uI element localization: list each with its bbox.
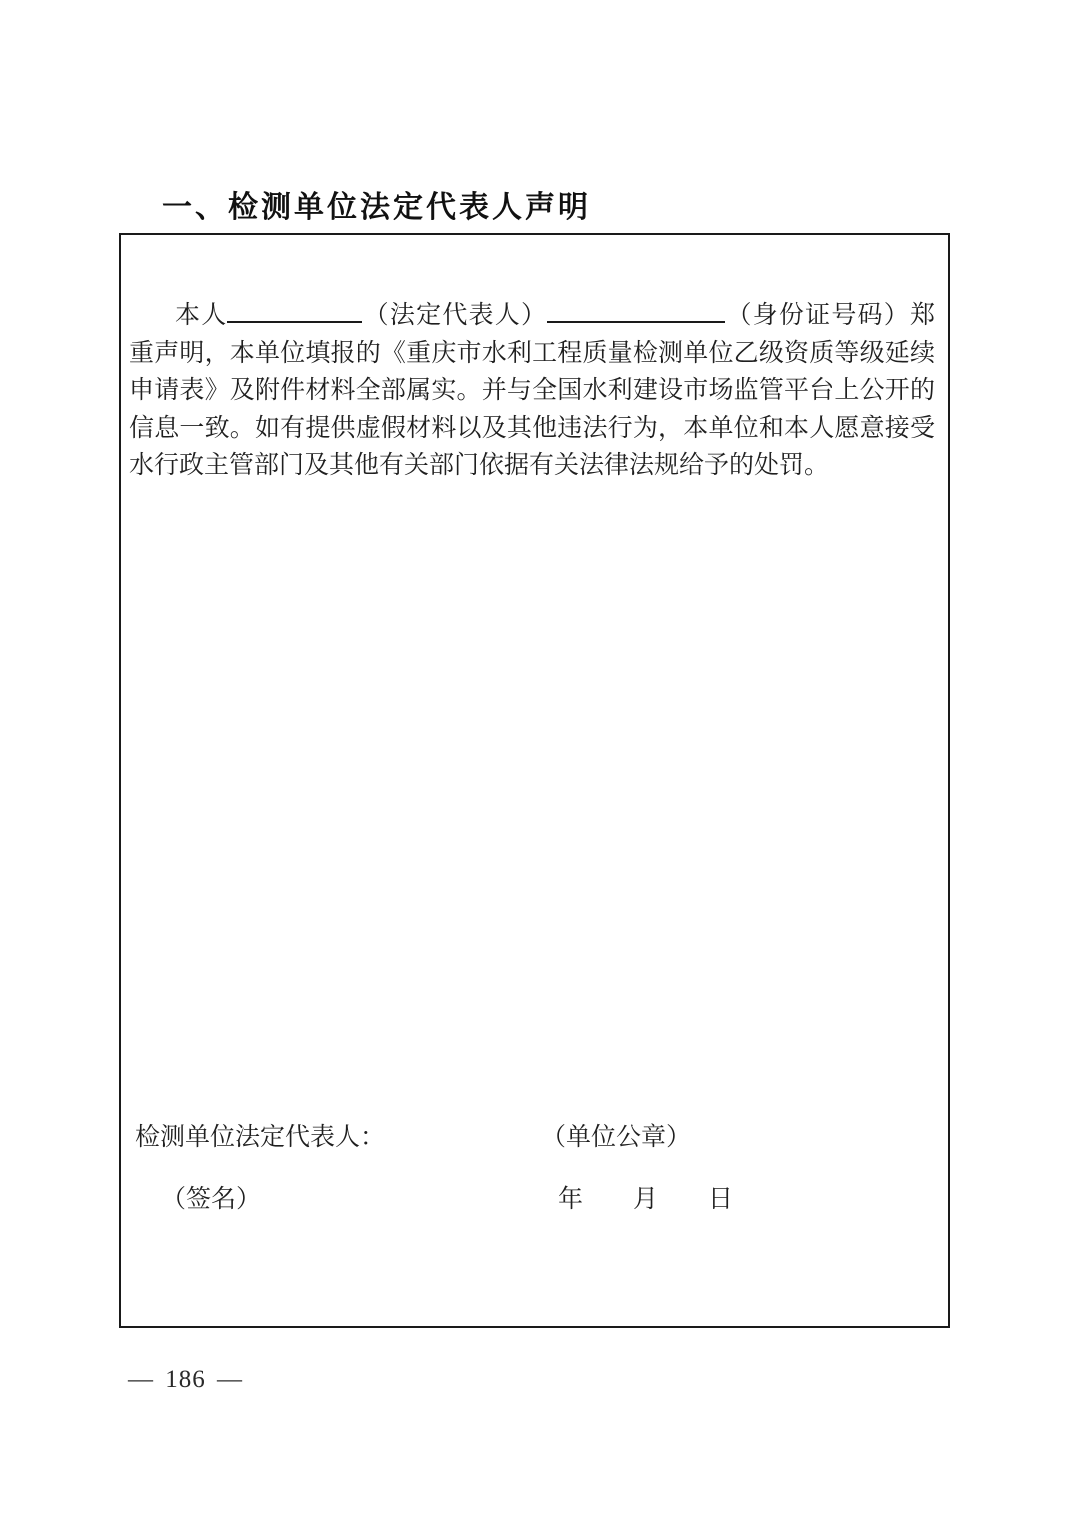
month-label: 月 [633,1186,659,1213]
declaration-prefix: 本人 [175,302,228,329]
declaration-paragraph [129,297,935,485]
declaration-box [119,233,950,1328]
page-number: — 186 — [128,1366,243,1393]
day-label: 日 [708,1186,734,1213]
date-placeholder [558,1183,733,1217]
legal-rep-signature-label: 检测单位法定代表人： [135,1124,386,1151]
company-seal-label: （单位公章） [541,1124,692,1151]
id-number-blank [547,297,725,323]
legal-rep-name-blank [227,297,362,323]
declaration-body: （身份证号码）郑重声明，本单位填报的《重庆市水利工程质量检测单位乙级资质等级延续申请表》及附件材料全部属实。并与全国水利建设市场监管平台上公开的信息一致。如有提供虚假材料以及其他违法行为，本单位和本人愿意接受水行政主管部门及其他有关部门依据有关法律法规给予的处罚。 [129,302,935,479]
section-title: 一、检测单位法定代表人声明 [162,191,591,224]
year-label: 年 [558,1186,584,1213]
legal-rep-label: （法定代表人） [362,302,548,329]
sign-name-label: （签名） [161,1186,262,1213]
